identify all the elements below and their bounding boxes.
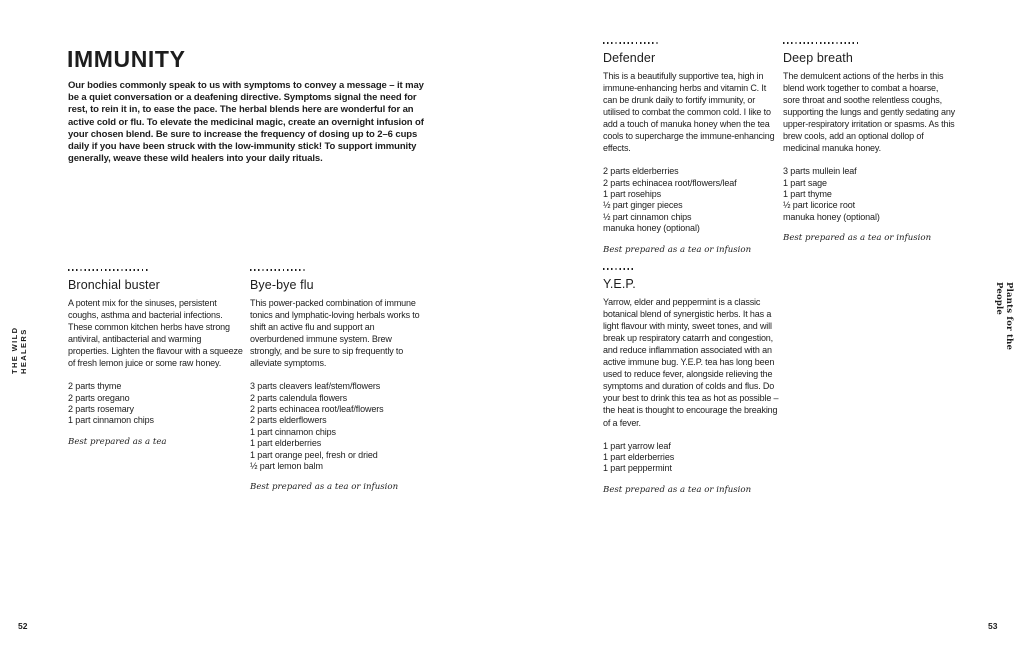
page-title: IMMUNITY bbox=[67, 46, 186, 72]
ingredient-item: 1 part yarrow leaf bbox=[603, 440, 671, 451]
ingredient-item: 1 part cinnamon chips bbox=[250, 426, 336, 437]
ingredient-item: 1 part orange peel, fresh or dried bbox=[250, 449, 378, 460]
ingredient-item: 1 part thyme bbox=[783, 189, 832, 200]
recipe-title: Deep breath bbox=[783, 50, 853, 65]
ingredient-item: ½ part licorice root bbox=[783, 200, 856, 211]
recipe-description: This is a beautifully supportive tea, high in immune-enhancing herbs and vitamin C. It can be drunk daily to fortify immunity, or utilised to combat the common cold. I like to add a touch of manuka honey when the tea cools to supercharge the immune-enhancing effects. bbox=[603, 70, 775, 154]
dotted-rule bbox=[603, 268, 635, 270]
ingredient-item: 2 parts echinacea root/flowers/leaf bbox=[603, 177, 737, 188]
preparation-note: Best prepared as a tea or infusion bbox=[603, 484, 752, 495]
dotted-rule bbox=[783, 42, 858, 44]
dotted-rule bbox=[603, 42, 658, 44]
ingredient-item: 3 parts cleavers leaf/stem/flowers bbox=[250, 381, 381, 392]
recipe-bye-bye-flu bbox=[250, 269, 426, 492]
preparation-note: Best prepared as a tea or infusion bbox=[783, 233, 932, 244]
ingredient-item: 2 parts oregano bbox=[68, 392, 130, 403]
ingredient-item: 1 part cinnamon chips bbox=[68, 415, 154, 426]
ingredient-item: ½ part ginger pieces bbox=[603, 200, 683, 211]
spine-label-left: THE WILD HEALERS bbox=[10, 326, 28, 374]
ingredient-item: 1 part rosehips bbox=[603, 189, 662, 200]
ingredient-item: manuka honey (optional) bbox=[603, 223, 700, 234]
ingredient-item: ½ part cinnamon chips bbox=[603, 211, 692, 222]
dotted-rule bbox=[68, 269, 150, 271]
preparation-note: Best prepared as a tea or infusion bbox=[603, 244, 752, 255]
ingredient-item: 1 part sage bbox=[783, 177, 827, 188]
spine-label-right: Plants for the People bbox=[994, 282, 1014, 351]
recipe-title: Bronchial buster bbox=[68, 277, 160, 292]
ingredient-item: 3 parts mullein leaf bbox=[783, 166, 857, 177]
preparation-note: Best prepared as a tea or infusion bbox=[250, 482, 399, 493]
dotted-rule bbox=[250, 269, 307, 271]
ingredient-item: 2 parts calendula flowers bbox=[250, 392, 348, 403]
recipe-description: Yarrow, elder and peppermint is a classic botanical blend of synergistic herbs. It has a light flavour with minty, sweet tones, and will break up respiratory catarrh and congestion, and reduce inflammation associated with an active immune bug. Y.E.P. tea has long been used to reduce fever, alongside relieving the symptoms and duration of colds and flus. Do your best to drink this tea as hot as possible – the heat is thought to encourage the breaking of a fever. bbox=[603, 296, 779, 428]
recipe-title: Bye-bye flu bbox=[250, 277, 314, 292]
ingredient-item: 1 part elderberries bbox=[603, 452, 675, 463]
ingredient-list bbox=[603, 166, 777, 234]
ingredient-item: 2 parts thyme bbox=[68, 381, 122, 392]
page-number-right: 53 bbox=[988, 621, 998, 631]
ingredient-item: 2 parts rosemary bbox=[68, 403, 134, 414]
recipe-description: The demulcent actions of the herbs in this blend work together to combat a hoarse, sore throat and soothe relentless coughs, supporting the lungs and gently sedating any upper-respiratory irritation or spasms. As this brew cools, add an optional dollop of medicinal manuka honey. bbox=[783, 70, 956, 154]
page-number-left: 52 bbox=[18, 621, 28, 631]
ingredient-list bbox=[783, 166, 957, 223]
ingredient-item: 2 parts echinacea root/leaf/flowers bbox=[250, 403, 384, 414]
recipe-description: This power-packed combination of immune tonics and lymphatic-loving herbals works to shift an active flu and support an overburdened immune system. Brew strongly, and be sure to sip frequently to alleviate symptoms. bbox=[250, 297, 420, 369]
recipe-bronchial-buster bbox=[68, 269, 244, 447]
recipe-title: Defender bbox=[603, 50, 656, 65]
recipe-title: Y.E.P. bbox=[603, 276, 636, 291]
intro-paragraph: Our bodies commonly speak to us with symptoms to convey a message – it may be a quiet conversation or a deafening directive. Symptoms signal the need for rest, to rein it in, to ease the pace. The herbal blends here are wonderful for an active cold or flu. To elevate the medicinal magic, create an overnight infusion of your chosen blend. Be sure to increase the frequency of dosing up to 2–6 cups daily if you have been struck with the low-immunity stick! To support immunity generally, weave these wild healers into your daily rituals. bbox=[68, 80, 424, 165]
ingredient-list bbox=[250, 381, 426, 472]
recipe-yep bbox=[603, 268, 779, 495]
recipe-description: A potent mix for the sinuses, persistent coughs, asthma and bacterial infections. These common kitchen herbs have strong antiviral, antibacterial and warming properties. Lighten the flavour with a squeeze of fresh lemon juice or some raw honey. bbox=[68, 297, 243, 369]
ingredient-list bbox=[603, 441, 779, 475]
ingredient-item: ½ part lemon balm bbox=[250, 461, 323, 471]
recipe-defender bbox=[603, 42, 777, 255]
ingredient-item: 1 part peppermint bbox=[603, 463, 672, 474]
ingredient-item: 2 parts elderberries bbox=[603, 166, 679, 177]
ingredient-item: manuka honey (optional) bbox=[783, 211, 880, 222]
preparation-note: Best prepared as a tea bbox=[68, 436, 167, 447]
ingredient-item: 1 part elderberries bbox=[250, 438, 322, 449]
ingredient-item: 2 parts elderflowers bbox=[250, 415, 327, 426]
ingredient-list bbox=[68, 381, 244, 427]
recipe-deep-breath bbox=[783, 42, 957, 243]
